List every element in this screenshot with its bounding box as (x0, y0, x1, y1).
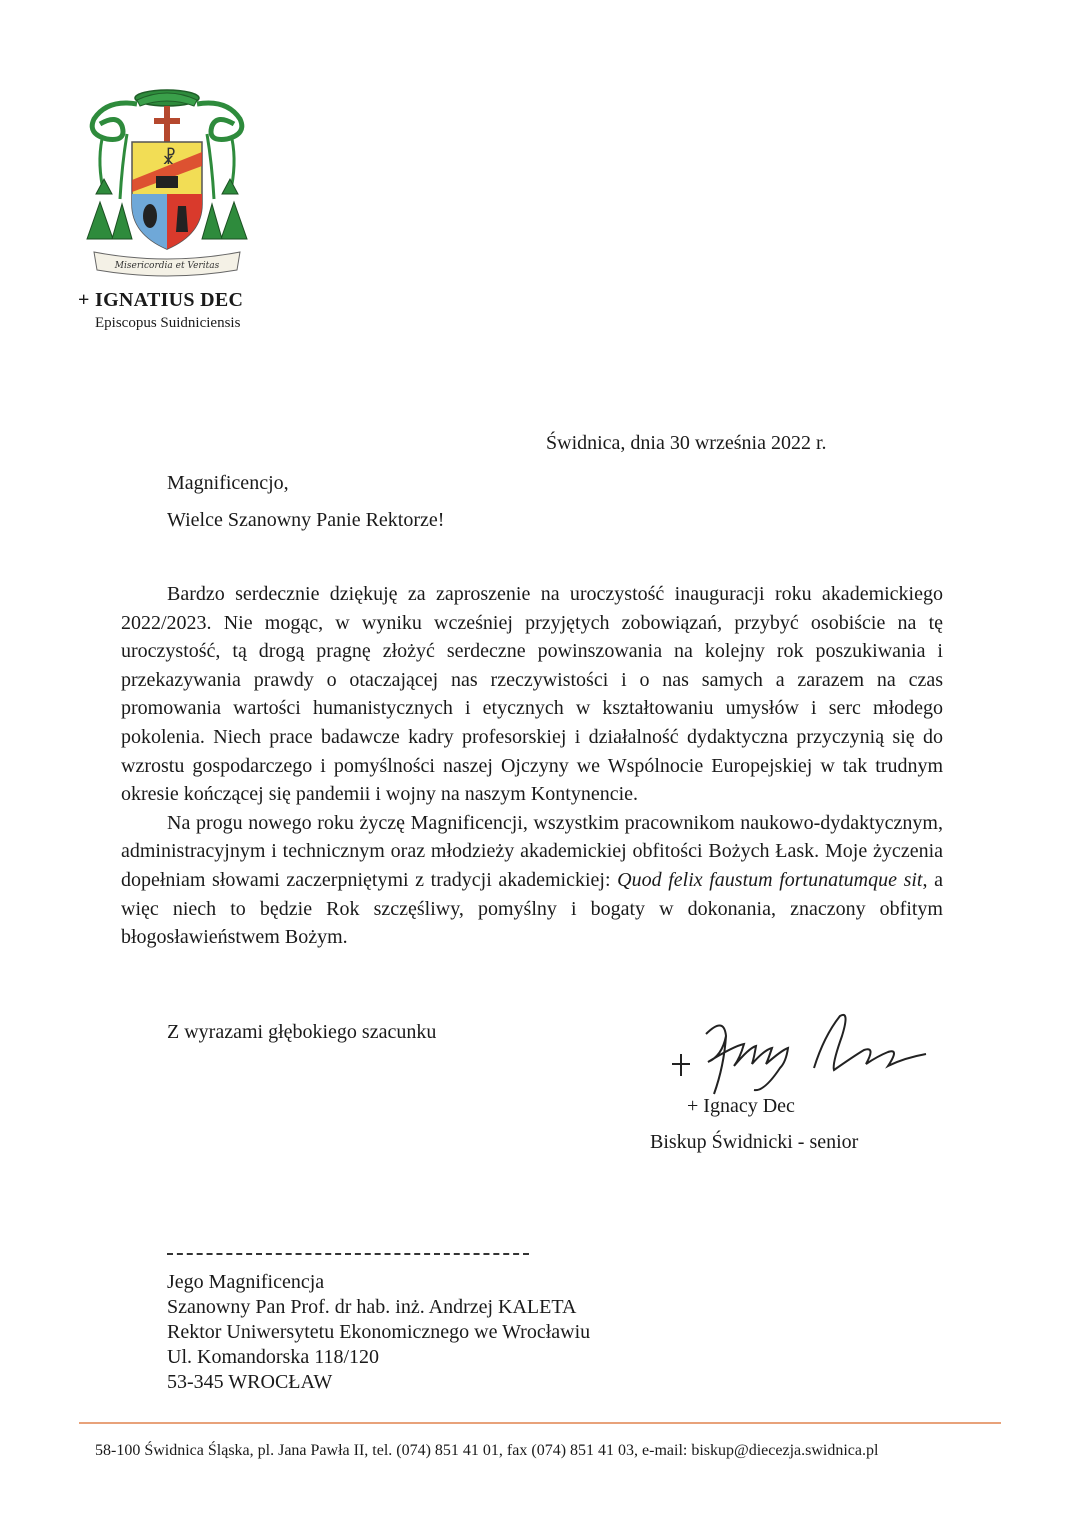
coat-of-arms-emblem (82, 84, 252, 280)
body-paragraph-2 (121, 809, 943, 952)
recipient-line-1: Jego Magnificencja (167, 1271, 325, 1293)
handwritten-signature (664, 1006, 934, 1098)
recipient-line-2: Szanowny Pan Prof. dr hab. inż. Andrzej KALETA (167, 1296, 577, 1318)
footer-rule (79, 1422, 1001, 1424)
signer-title: Biskup Świdnicki - senior (650, 1131, 859, 1153)
footer-address: 58-100 Świdnica Śląska, pl. Jana Pawła II, tel. (074) 851 41 01, fax (074) 851 41 03, e-mail: biskup@diecezja.swidnica.pl (95, 1442, 879, 1459)
signer-name: + Ignacy Dec (687, 1095, 795, 1117)
coat-of-arms-motto: Misericordia et Veritas (114, 261, 220, 271)
date-line: Świdnica, dnia 30 września 2022 r. (546, 432, 827, 454)
recipient-line-5: 53-345 WROCŁAW (167, 1371, 333, 1393)
salutation-line-1: Magnificencjo, (167, 472, 289, 494)
letter-body (121, 580, 943, 952)
svg-text:☧: ☧ (162, 148, 177, 169)
recipient-line-4: Ul. Komandorska 118/120 (167, 1346, 380, 1368)
body-paragraph-1: Bardzo serdecznie dziękuję za zaproszenie na uroczystość inauguracji roku akademickiego 2022/2023. Nie mogąc, w wyniku wcześniej przyjętych zobowiązań, przybyć osobiście na tę uroczystość, tą drogą pragnę złożyć serdeczne powinszowania na kolejny rok poszukiwania i przekazywania prawdy o otaczającej nas rzeczywistości i o nas samych a zarazem na czas promowania wartości humanistycznych i etycznych w kształtowaniu umysłów i serc młodego pokolenia. Niech prace badawcze kadry profesorskiej i działalność dydaktyczna przyczynią się do wzrostu gospodarczego i pomyślności naszej Ojczyny we Wspólnocie Europejskiej w tak trudnym okresie kończącej się pandemii i wojny na naszym Kontynencie. (121, 583, 943, 806)
closing-phrase: Z wyrazami głębokiego szacunku (167, 1021, 437, 1043)
salutation-line-2: Wielce Szanowny Panie Rektorze! (167, 509, 445, 531)
letterhead-title: Episcopus Suidniciensis (95, 315, 241, 331)
recipient-divider (167, 1253, 529, 1255)
latin-quote: Quod felix faustum fortunatumque sit (617, 868, 923, 891)
letterhead-name: + IGNATIUS DEC (78, 289, 244, 311)
paragraph-2-end: , a więc niech to będzie Rok szczęśliwy, pomyślny i bogaty w dokonania, znaczony obfitym błogosławieństwem Bożym. (121, 868, 943, 949)
recipient-line-3: Rektor Uniwersytetu Ekonomicznego we Wrocławiu (167, 1321, 591, 1343)
paragraph-2-start: Na progu nowego roku życzę Magnificencji, wszystkim pracownikom naukowo-dydaktycznym, administracyjnym i technicznym oraz młodzieży akademickiej obfitości Bożych Łask. Moje życzenia dopełniam słowami zaczerpniętymi z tradycji akademickiej: (121, 811, 943, 891)
recipient-block (167, 1270, 590, 1395)
